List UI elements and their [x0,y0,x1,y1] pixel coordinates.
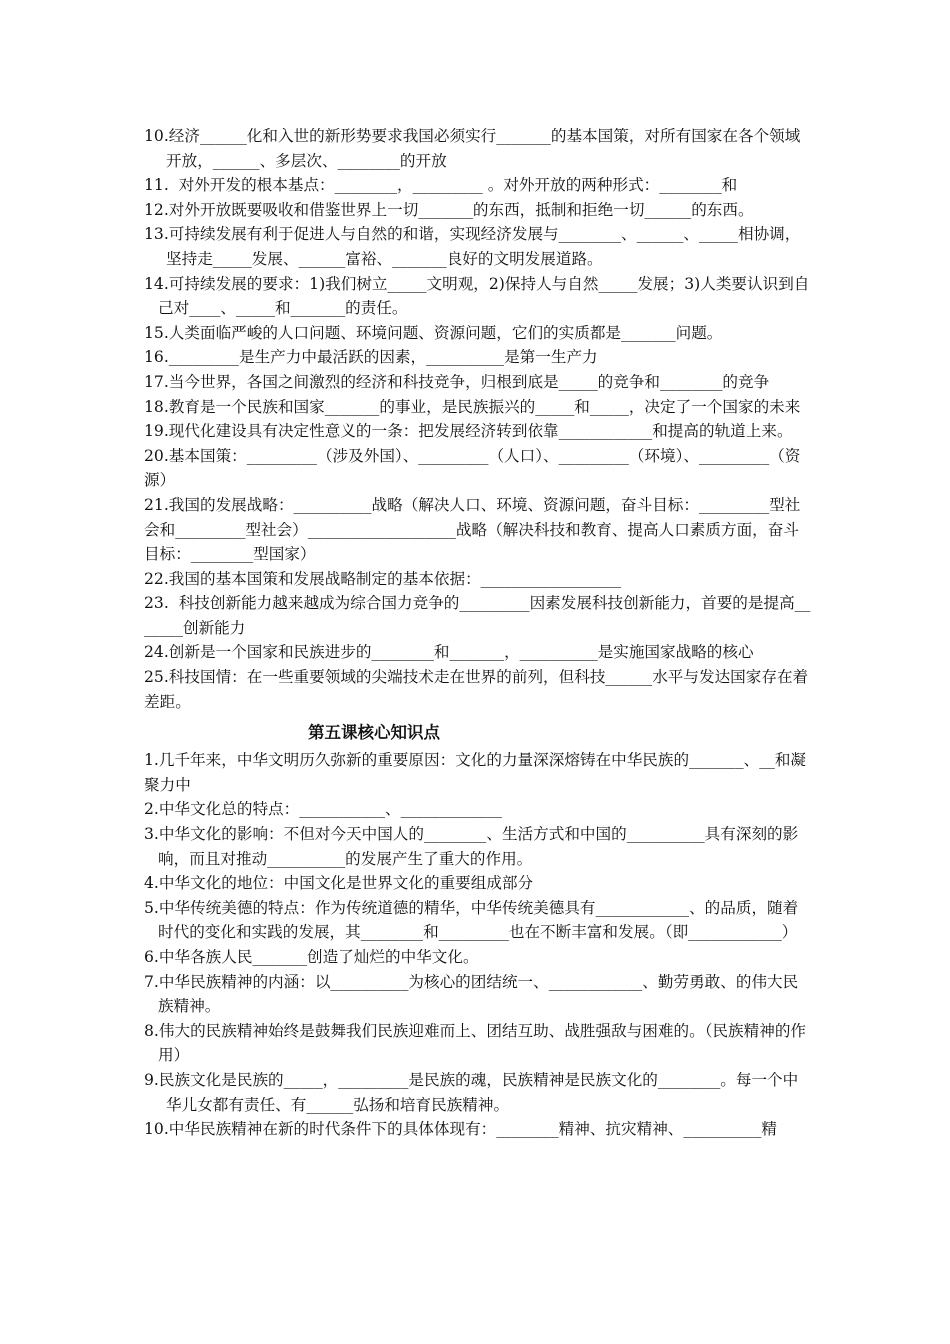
question-25: 25.科技国情：在一些重要领域的尖端技术走在世界的前列，但科技______水平与发达国家存在着差距。 [144,668,809,711]
section-a [144,124,812,714]
question-17: 17.当今世界，各国之间激烈的经济和科技竞争，归根到底是_____的竞争和________的竞争 [144,372,770,391]
lesson5-item-2: 2.中华文化总的特点：___________、_____________ [144,800,502,819]
question-16: 16._________是生产力中最活跃的因素，__________是第一生产力 [144,348,598,367]
lesson5-item-6: 6.中华各族人民_______创造了灿烂的中华文化。 [144,948,479,966]
question-10: 10.经济______化和入世的新形势要求我国必须实行_______的基本国策，对所有国家在各个领域开放，______、多层次、________的开放 [144,127,801,170]
question-21: 21.我国的发展战略：__________战略（解决人口、环境、资源问题，奋斗目标：_________型社会和_________型社会）___________________战略（解决科技和教育、提高人口素质方面，奋斗目标：________型国家） [144,495,801,564]
question-23: 23. 科技创新能力越来越成为综合国力竞争的_________因素发展科技创新能力，首要的是提高_______创新能力 [144,594,811,637]
lesson5-item-7: 7.中华民族精神的内涵：以__________为核心的团结统一、____________、勤劳勇敢、的伟大民族精神。 [144,972,799,1016]
lesson5-item-5: 5.中华传统美德的特点：作为传统道德的精华，中华传统美德具有____________、的品质，随着时代的变化和实践的发展，其________和_________也在不断丰富和发展。（即____________） [144,898,799,942]
question-14: 14.可持续发展的要求：1)我们树立_____文明观，2)保持人与自然_____发展；3)人类要认识到自己对____、_____和_______的责任。 [144,274,810,318]
question-22: 22.我国的基本国策和发展战略制定的基本依据：__________________ [144,569,622,588]
question-18: 18.教育是一个民族和国家_______的事业，是民族振兴的_____和_____，决定了一个国家的未来 [144,397,801,416]
lesson5-item-8: 8.伟大的民族精神始终是鼓舞我们民族迎难而上、团结互助、战胜强敌与困难的。（民族精神的作用） [144,1021,807,1065]
section-b [144,748,812,1142]
lesson5-item-3: 3.中华文化的影响：不但对今天中国人的________、生活方式和中国的__________具有深刻的影响，而且对推动__________的发展产生了重大的作用。 [144,825,799,868]
question-13: 13.可持续发展有利于促进人与自然的和谐，实现经济发展与________、______、_____相协调，坚持走_____发展、______富裕、_______良好的文明发展道路。 [144,225,801,268]
question-20: 20.基本国策：_________（涉及外国）、_________（人口）、_________（环境）、_________（资源） [144,446,801,490]
question-19: 19.现代化建设具有决定性意义的一条：把发展经济转到依靠____________和提高的轨道上来。 [144,422,793,441]
lesson5-item-9: 9.民族文化是民族的_____，_________是民族的魂，民族精神是民族文化的________。每一个中华儿女都有责任、有______弘扬和培育民族精神。 [144,1070,799,1114]
lesson5-item-1: 1.几千年来，中华文明历久弥新的重要原因：文化的力量深深熔铸在中华民族的_______、__和凝聚力中 [144,751,807,794]
question-11: 11. 对外开发的根本基点：________，_________ 。对外开放的两种形式：________和 [144,176,738,195]
lesson5-item-4: 4.中华文化的地位：中国文化是世界文化的重要组成部分 [144,874,534,893]
section-title: 第五课核心知识点 [308,723,440,743]
question-12: 12.对外开放既要吸收和借鉴世界上一切_______的东西，抵制和拒绝一切______的东西。 [144,200,754,219]
lesson5-item-10: 10.中华民族精神在新的时代条件下的具体体现有：________精神、抗灾精神、__________精 [144,1120,777,1139]
question-15: 15.人类面临严峻的人口问题、环境问题、资源问题，它们的实质都是_______问题。 [144,323,723,342]
question-24: 24.创新是一个国家和民族进步的________和_______，__________是实施国家战略的核心 [144,643,754,662]
